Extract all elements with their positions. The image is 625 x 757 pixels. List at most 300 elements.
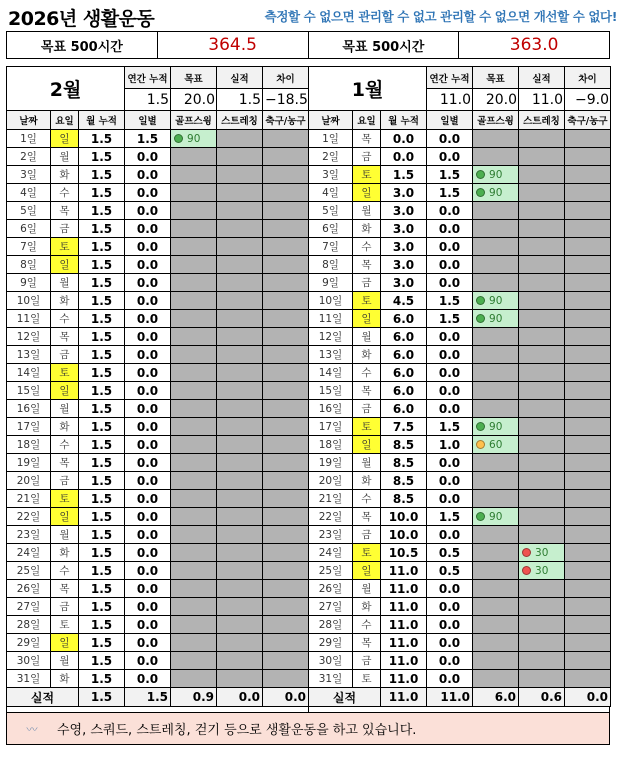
dow-cell[interactable]: 수 <box>51 310 79 328</box>
daily-cell[interactable]: 0.0 <box>125 184 171 202</box>
ball-cell[interactable] <box>263 454 309 472</box>
ball-cell[interactable] <box>565 364 611 382</box>
monthly-cum-cell[interactable]: 1.5 <box>79 472 125 490</box>
actual-value[interactable]: 1.5 <box>217 89 263 111</box>
dow-cell[interactable]: 월 <box>353 454 381 472</box>
annual-cumulative-value[interactable]: 1.5 <box>125 89 171 111</box>
actual-value[interactable]: 11.0 <box>519 89 565 111</box>
daily-cell[interactable]: 0.5 <box>427 544 473 562</box>
golf-cell[interactable] <box>171 328 217 346</box>
dow-cell[interactable]: 일 <box>51 256 79 274</box>
stretch-cell[interactable] <box>519 652 565 670</box>
golf-cell[interactable] <box>171 148 217 166</box>
dow-cell[interactable]: 목 <box>51 202 79 220</box>
stretch-cell[interactable] <box>519 202 565 220</box>
total-monthly[interactable]: 1.5 <box>79 688 125 707</box>
golf-cell[interactable]: 90 <box>171 130 217 148</box>
dow-cell[interactable]: 토 <box>51 490 79 508</box>
date-cell[interactable]: 7일 <box>7 238 51 256</box>
stretch-cell[interactable] <box>519 598 565 616</box>
date-cell[interactable]: 27일 <box>7 598 51 616</box>
dow-cell[interactable]: 일 <box>51 634 79 652</box>
dow-cell[interactable]: 금 <box>353 526 381 544</box>
stretch-cell[interactable] <box>217 256 263 274</box>
monthly-cum-cell[interactable]: 1.5 <box>79 526 125 544</box>
dow-cell[interactable]: 일 <box>51 130 79 148</box>
ball-cell[interactable] <box>565 472 611 490</box>
golf-cell[interactable] <box>171 256 217 274</box>
daily-cell[interactable]: 0.0 <box>427 652 473 670</box>
monthly-cum-cell[interactable]: 1.5 <box>79 400 125 418</box>
stretch-cell[interactable] <box>217 400 263 418</box>
ball-cell[interactable] <box>263 598 309 616</box>
golf-cell[interactable] <box>171 166 217 184</box>
daily-cell[interactable]: 0.0 <box>125 526 171 544</box>
ball-cell[interactable] <box>565 310 611 328</box>
daily-cell[interactable]: 0.0 <box>125 616 171 634</box>
monthly-cum-cell[interactable]: 7.5 <box>381 418 427 436</box>
target-value[interactable]: 20.0 <box>171 89 217 111</box>
dow-cell[interactable]: 월 <box>353 202 381 220</box>
stretch-cell[interactable] <box>217 238 263 256</box>
monthly-cum-cell[interactable]: 8.5 <box>381 436 427 454</box>
date-cell[interactable]: 26일 <box>309 580 353 598</box>
daily-cell[interactable]: 0.0 <box>125 346 171 364</box>
ball-cell[interactable] <box>263 580 309 598</box>
daily-cell[interactable]: 1.5 <box>427 184 473 202</box>
date-cell[interactable]: 24일 <box>7 544 51 562</box>
date-cell[interactable]: 5일 <box>7 202 51 220</box>
ball-cell[interactable] <box>263 274 309 292</box>
dow-cell[interactable]: 화 <box>353 346 381 364</box>
dow-cell[interactable]: 수 <box>353 490 381 508</box>
ball-cell[interactable] <box>263 472 309 490</box>
date-cell[interactable]: 31일 <box>7 670 51 688</box>
date-cell[interactable]: 14일 <box>309 364 353 382</box>
monthly-cum-cell[interactable]: 1.5 <box>79 328 125 346</box>
stretch-cell[interactable] <box>217 148 263 166</box>
dow-cell[interactable]: 토 <box>353 544 381 562</box>
total-daily[interactable]: 11.0 <box>427 688 473 707</box>
monthly-cum-cell[interactable]: 6.0 <box>381 346 427 364</box>
ball-cell[interactable] <box>565 580 611 598</box>
date-cell[interactable]: 4일 <box>309 184 353 202</box>
stretch-cell[interactable] <box>217 274 263 292</box>
date-cell[interactable]: 28일 <box>7 616 51 634</box>
golf-cell[interactable] <box>473 364 519 382</box>
date-cell[interactable]: 17일 <box>7 418 51 436</box>
golf-cell[interactable] <box>171 616 217 634</box>
monthly-cum-cell[interactable]: 1.5 <box>79 652 125 670</box>
date-cell[interactable]: 1일 <box>7 130 51 148</box>
stretch-cell[interactable] <box>519 130 565 148</box>
stretch-cell[interactable] <box>217 508 263 526</box>
monthly-cum-cell[interactable]: 11.0 <box>381 616 427 634</box>
golf-cell[interactable] <box>171 562 217 580</box>
date-cell[interactable]: 2일 <box>7 148 51 166</box>
date-cell[interactable]: 19일 <box>7 454 51 472</box>
date-cell[interactable]: 31일 <box>309 670 353 688</box>
dow-cell[interactable]: 금 <box>353 274 381 292</box>
golf-cell[interactable] <box>473 598 519 616</box>
monthly-cum-cell[interactable]: 0.0 <box>381 148 427 166</box>
golf-cell[interactable] <box>171 598 217 616</box>
ball-cell[interactable] <box>263 616 309 634</box>
stretch-cell[interactable] <box>217 220 263 238</box>
stretch-cell[interactable] <box>519 364 565 382</box>
monthly-cum-cell[interactable]: 3.0 <box>381 184 427 202</box>
total-monthly[interactable]: 11.0 <box>381 688 427 707</box>
ball-cell[interactable] <box>565 274 611 292</box>
date-cell[interactable]: 2일 <box>309 148 353 166</box>
golf-cell[interactable] <box>171 634 217 652</box>
dow-cell[interactable]: 화 <box>353 220 381 238</box>
stretch-cell[interactable] <box>217 580 263 598</box>
stretch-cell[interactable] <box>519 220 565 238</box>
date-cell[interactable]: 21일 <box>7 490 51 508</box>
daily-cell[interactable]: 0.0 <box>125 562 171 580</box>
stretch-cell[interactable] <box>217 616 263 634</box>
daily-cell[interactable]: 0.0 <box>125 598 171 616</box>
golf-cell[interactable] <box>171 544 217 562</box>
monthly-cum-cell[interactable]: 6.0 <box>381 364 427 382</box>
ball-cell[interactable] <box>565 526 611 544</box>
stretch-cell[interactable] <box>217 364 263 382</box>
monthly-cum-cell[interactable]: 10.0 <box>381 526 427 544</box>
monthly-cum-cell[interactable]: 10.5 <box>381 544 427 562</box>
date-cell[interactable]: 15일 <box>309 382 353 400</box>
dow-cell[interactable]: 화 <box>51 166 79 184</box>
monthly-cum-cell[interactable]: 1.5 <box>79 220 125 238</box>
stretch-cell[interactable] <box>217 310 263 328</box>
total-golf[interactable]: 0.9 <box>171 688 217 707</box>
golf-cell[interactable] <box>473 580 519 598</box>
dow-cell[interactable]: 월 <box>51 526 79 544</box>
ball-cell[interactable] <box>263 184 309 202</box>
monthly-cum-cell[interactable]: 1.5 <box>79 256 125 274</box>
ball-cell[interactable] <box>565 616 611 634</box>
daily-cell[interactable]: 0.0 <box>125 292 171 310</box>
stretch-cell[interactable] <box>519 436 565 454</box>
date-cell[interactable]: 9일 <box>309 274 353 292</box>
daily-cell[interactable]: 0.0 <box>427 454 473 472</box>
golf-cell[interactable] <box>171 274 217 292</box>
ball-cell[interactable] <box>263 562 309 580</box>
monthly-cum-cell[interactable]: 1.5 <box>381 166 427 184</box>
date-cell[interactable]: 3일 <box>7 166 51 184</box>
date-cell[interactable]: 22일 <box>309 508 353 526</box>
dow-cell[interactable]: 수 <box>353 238 381 256</box>
golf-cell[interactable] <box>473 256 519 274</box>
golf-cell[interactable] <box>473 382 519 400</box>
dow-cell[interactable]: 화 <box>353 472 381 490</box>
monthly-cum-cell[interactable]: 11.0 <box>381 598 427 616</box>
dow-cell[interactable]: 일 <box>51 382 79 400</box>
ball-cell[interactable] <box>565 508 611 526</box>
daily-cell[interactable]: 0.0 <box>125 274 171 292</box>
daily-cell[interactable]: 0.0 <box>427 580 473 598</box>
golf-cell[interactable] <box>171 436 217 454</box>
golf-cell[interactable] <box>171 472 217 490</box>
ball-cell[interactable] <box>263 526 309 544</box>
date-cell[interactable]: 30일 <box>309 652 353 670</box>
ball-cell[interactable] <box>263 508 309 526</box>
monthly-cum-cell[interactable]: 1.5 <box>79 274 125 292</box>
daily-cell[interactable]: 1.5 <box>427 166 473 184</box>
date-cell[interactable]: 4일 <box>7 184 51 202</box>
monthly-cum-cell[interactable]: 4.5 <box>381 292 427 310</box>
dow-cell[interactable]: 토 <box>51 616 79 634</box>
monthly-cum-cell[interactable]: 8.5 <box>381 454 427 472</box>
ball-cell[interactable] <box>565 454 611 472</box>
daily-cell[interactable]: 1.5 <box>427 292 473 310</box>
total-ball[interactable]: 0.0 <box>565 688 611 707</box>
daily-cell[interactable]: 0.0 <box>427 328 473 346</box>
date-cell[interactable]: 24일 <box>309 544 353 562</box>
ball-cell[interactable] <box>263 310 309 328</box>
stretch-cell[interactable] <box>519 634 565 652</box>
dow-cell[interactable]: 일 <box>353 310 381 328</box>
stretch-cell[interactable] <box>217 418 263 436</box>
date-cell[interactable]: 9일 <box>7 274 51 292</box>
golf-cell[interactable] <box>171 526 217 544</box>
stretch-cell[interactable] <box>217 346 263 364</box>
monthly-cum-cell[interactable]: 3.0 <box>381 202 427 220</box>
dow-cell[interactable]: 금 <box>51 472 79 490</box>
stretch-cell[interactable] <box>217 526 263 544</box>
dow-cell[interactable]: 목 <box>353 508 381 526</box>
monthly-cum-cell[interactable]: 1.5 <box>79 508 125 526</box>
stretch-cell[interactable] <box>519 166 565 184</box>
monthly-cum-cell[interactable]: 1.5 <box>79 436 125 454</box>
stretch-cell[interactable] <box>217 202 263 220</box>
daily-cell[interactable]: 0.0 <box>427 382 473 400</box>
dow-cell[interactable]: 화 <box>51 292 79 310</box>
daily-cell[interactable]: 0.5 <box>427 562 473 580</box>
golf-cell[interactable]: 90 <box>473 166 519 184</box>
daily-cell[interactable]: 0.0 <box>125 310 171 328</box>
golf-cell[interactable] <box>473 220 519 238</box>
stretch-cell[interactable] <box>217 634 263 652</box>
daily-cell[interactable]: 0.0 <box>125 670 171 688</box>
stretch-cell[interactable] <box>217 454 263 472</box>
daily-cell[interactable]: 0.0 <box>125 454 171 472</box>
golf-cell[interactable] <box>171 508 217 526</box>
golf-cell[interactable] <box>171 364 217 382</box>
monthly-cum-cell[interactable]: 11.0 <box>381 562 427 580</box>
ball-cell[interactable] <box>263 238 309 256</box>
monthly-cum-cell[interactable]: 11.0 <box>381 670 427 688</box>
date-cell[interactable]: 29일 <box>7 634 51 652</box>
dow-cell[interactable]: 금 <box>353 400 381 418</box>
golf-cell[interactable] <box>473 238 519 256</box>
stretch-cell[interactable] <box>217 292 263 310</box>
golf-cell[interactable] <box>171 310 217 328</box>
stretch-cell[interactable] <box>217 472 263 490</box>
note-box[interactable] <box>6 713 610 745</box>
daily-cell[interactable]: 0.0 <box>125 418 171 436</box>
golf-cell[interactable] <box>473 454 519 472</box>
date-cell[interactable]: 16일 <box>309 400 353 418</box>
total-daily[interactable]: 1.5 <box>125 688 171 707</box>
monthly-cum-cell[interactable]: 6.0 <box>381 400 427 418</box>
date-cell[interactable]: 8일 <box>7 256 51 274</box>
golf-cell[interactable] <box>171 580 217 598</box>
golf-cell[interactable] <box>473 346 519 364</box>
monthly-cum-cell[interactable]: 11.0 <box>381 652 427 670</box>
ball-cell[interactable] <box>565 418 611 436</box>
daily-cell[interactable]: 0.0 <box>125 238 171 256</box>
golf-cell[interactable] <box>171 346 217 364</box>
ball-cell[interactable] <box>565 670 611 688</box>
daily-cell[interactable]: 0.0 <box>125 400 171 418</box>
daily-cell[interactable]: 0.0 <box>125 472 171 490</box>
dow-cell[interactable]: 금 <box>51 220 79 238</box>
date-cell[interactable]: 13일 <box>7 346 51 364</box>
daily-cell[interactable]: 0.0 <box>125 148 171 166</box>
daily-cell[interactable]: 1.5 <box>427 310 473 328</box>
date-cell[interactable]: 20일 <box>7 472 51 490</box>
dow-cell[interactable]: 금 <box>353 148 381 166</box>
date-cell[interactable]: 21일 <box>309 490 353 508</box>
ball-cell[interactable] <box>565 166 611 184</box>
dow-cell[interactable]: 목 <box>353 130 381 148</box>
target-value[interactable]: 20.0 <box>473 89 519 111</box>
ball-cell[interactable] <box>565 400 611 418</box>
golf-cell[interactable] <box>171 400 217 418</box>
golf-cell[interactable] <box>473 274 519 292</box>
golf-cell[interactable] <box>473 544 519 562</box>
dow-cell[interactable]: 월 <box>353 580 381 598</box>
daily-cell[interactable]: 0.0 <box>427 616 473 634</box>
stretch-cell[interactable] <box>519 292 565 310</box>
daily-cell[interactable]: 0.0 <box>427 220 473 238</box>
goal-value-left[interactable]: 364.5 <box>158 32 309 58</box>
stretch-cell[interactable] <box>217 436 263 454</box>
stretch-cell[interactable] <box>217 670 263 688</box>
stretch-cell[interactable] <box>519 382 565 400</box>
dow-cell[interactable]: 토 <box>353 418 381 436</box>
ball-cell[interactable] <box>263 490 309 508</box>
daily-cell[interactable]: 0.0 <box>427 634 473 652</box>
dow-cell[interactable]: 수 <box>51 436 79 454</box>
monthly-cum-cell[interactable]: 1.5 <box>79 148 125 166</box>
ball-cell[interactable] <box>565 346 611 364</box>
date-cell[interactable]: 10일 <box>7 292 51 310</box>
daily-cell[interactable]: 0.0 <box>125 634 171 652</box>
ball-cell[interactable] <box>263 418 309 436</box>
dow-cell[interactable]: 목 <box>51 454 79 472</box>
monthly-cum-cell[interactable]: 1.5 <box>79 310 125 328</box>
monthly-cum-cell[interactable]: 1.5 <box>79 490 125 508</box>
monthly-cum-cell[interactable]: 1.5 <box>79 166 125 184</box>
stretch-cell[interactable] <box>519 454 565 472</box>
golf-cell[interactable] <box>171 652 217 670</box>
golf-cell[interactable] <box>171 418 217 436</box>
stretch-cell[interactable] <box>519 274 565 292</box>
monthly-cum-cell[interactable]: 1.5 <box>79 418 125 436</box>
golf-cell[interactable] <box>473 562 519 580</box>
ball-cell[interactable] <box>263 220 309 238</box>
monthly-cum-cell[interactable]: 1.5 <box>79 634 125 652</box>
monthly-cum-cell[interactable]: 8.5 <box>381 472 427 490</box>
dow-cell[interactable]: 일 <box>51 508 79 526</box>
monthly-cum-cell[interactable]: 1.5 <box>79 670 125 688</box>
dow-cell[interactable]: 월 <box>51 148 79 166</box>
dow-cell[interactable]: 월 <box>51 400 79 418</box>
ball-cell[interactable] <box>565 382 611 400</box>
date-cell[interactable]: 8일 <box>309 256 353 274</box>
stretch-cell[interactable] <box>519 616 565 634</box>
date-cell[interactable]: 15일 <box>7 382 51 400</box>
date-cell[interactable]: 25일 <box>309 562 353 580</box>
ball-cell[interactable] <box>263 670 309 688</box>
date-cell[interactable]: 12일 <box>309 328 353 346</box>
stretch-cell[interactable] <box>217 562 263 580</box>
golf-cell[interactable] <box>473 400 519 418</box>
stretch-cell[interactable] <box>519 490 565 508</box>
daily-cell[interactable]: 0.0 <box>125 220 171 238</box>
date-cell[interactable]: 18일 <box>7 436 51 454</box>
date-cell[interactable]: 19일 <box>309 454 353 472</box>
ball-cell[interactable] <box>263 292 309 310</box>
goal-value-right[interactable]: 363.0 <box>509 35 559 55</box>
golf-cell[interactable] <box>473 526 519 544</box>
stretch-cell[interactable] <box>519 328 565 346</box>
stretch-cell[interactable] <box>217 166 263 184</box>
date-cell[interactable]: 1일 <box>309 130 353 148</box>
daily-cell[interactable]: 0.0 <box>125 490 171 508</box>
date-cell[interactable]: 23일 <box>309 526 353 544</box>
ball-cell[interactable] <box>565 292 611 310</box>
ball-cell[interactable] <box>263 256 309 274</box>
monthly-cum-cell[interactable]: 0.0 <box>381 130 427 148</box>
golf-cell[interactable] <box>473 148 519 166</box>
dow-cell[interactable]: 토 <box>353 166 381 184</box>
dow-cell[interactable]: 목 <box>51 328 79 346</box>
dow-cell[interactable]: 토 <box>353 670 381 688</box>
ball-cell[interactable] <box>263 166 309 184</box>
daily-cell[interactable]: 0.0 <box>125 364 171 382</box>
monthly-cum-cell[interactable]: 1.5 <box>79 580 125 598</box>
golf-cell[interactable] <box>171 220 217 238</box>
monthly-cum-cell[interactable]: 1.5 <box>79 202 125 220</box>
monthly-cum-cell[interactable]: 1.5 <box>79 346 125 364</box>
daily-cell[interactable]: 1.5 <box>427 508 473 526</box>
ball-cell[interactable] <box>263 364 309 382</box>
dow-cell[interactable]: 일 <box>353 184 381 202</box>
monthly-cum-cell[interactable]: 10.0 <box>381 508 427 526</box>
stretch-cell[interactable] <box>519 670 565 688</box>
monthly-cum-cell[interactable]: 11.0 <box>381 580 427 598</box>
ball-cell[interactable] <box>565 238 611 256</box>
dow-cell[interactable]: 화 <box>51 418 79 436</box>
daily-cell[interactable]: 0.0 <box>125 166 171 184</box>
monthly-cum-cell[interactable]: 11.0 <box>381 634 427 652</box>
date-cell[interactable]: 26일 <box>7 580 51 598</box>
date-cell[interactable]: 12일 <box>7 328 51 346</box>
date-cell[interactable]: 6일 <box>309 220 353 238</box>
ball-cell[interactable] <box>565 562 611 580</box>
date-cell[interactable]: 29일 <box>309 634 353 652</box>
stretch-cell[interactable] <box>519 400 565 418</box>
stretch-cell[interactable] <box>519 184 565 202</box>
daily-cell[interactable]: 0.0 <box>427 148 473 166</box>
ball-cell[interactable] <box>565 652 611 670</box>
date-cell[interactable]: 6일 <box>7 220 51 238</box>
ball-cell[interactable] <box>565 220 611 238</box>
date-cell[interactable]: 18일 <box>309 436 353 454</box>
